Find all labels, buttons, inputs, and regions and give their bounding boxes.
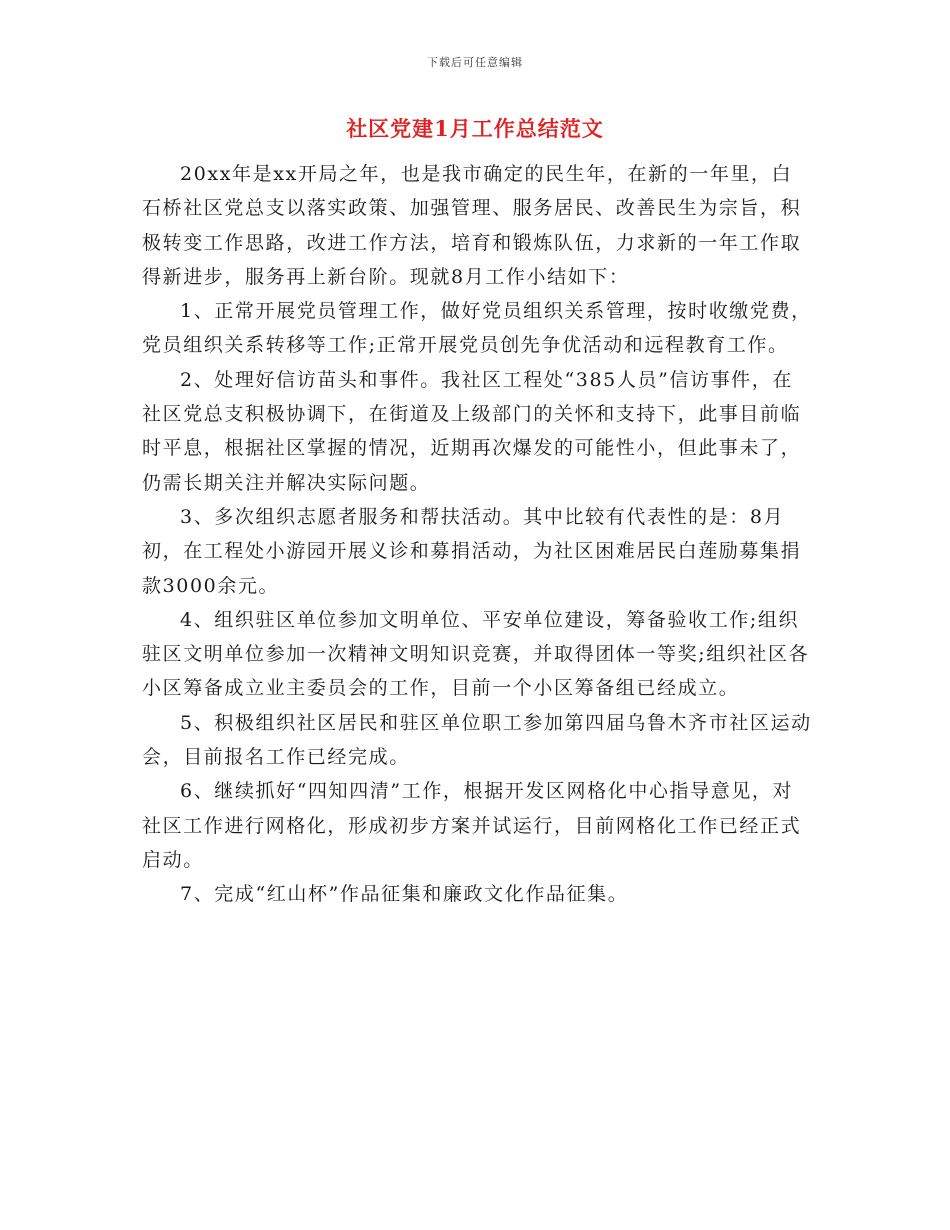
document-body xyxy=(142,157,812,912)
paragraph-item-4: 4、组织驻区单位参加文明单位、平安单位建设，筹备验收工作;组织驻区文明单位参加一次精神文明知识竞赛，并取得团体一等奖;组织社区各小区筹备成立业主委员会的工作，目前一个小区筹备组已经成立。 xyxy=(142,608,810,700)
paragraph-item-1: 1、正常开展党员管理工作，做好党员组织关系管理，按时收缴党费，党员组织关系转移等工作;正常开展党员创先争优活动和远程教育工作。 xyxy=(142,300,812,357)
paragraph-item-7: 7、完成“红山杯”作品征集和廉政文化作品征集。 xyxy=(180,883,629,906)
paragraph-item-2: 2、处理好信访苗头和事件。我社区工程处“385人员”信访事件，在社区党总支积极协调下，在街道及上级部门的关怀和支持下，此事目前临时平息，根据社区掌握的情况，近期再次爆发的可能性小，但此事未了，仍需长期关注并解决实际问题。 xyxy=(142,368,802,494)
header-note: 下载后可任意编辑 xyxy=(427,56,523,69)
paragraph-item-3: 3、多次组织志愿者服务和帮扶活动。其中比较有代表性的是：8月初，在工程处小游园开展义诊和募捐活动，为社区困难居民白莲励募集捐款3000余元。 xyxy=(142,505,802,597)
paragraph-item-6: 6、继续抓好“四知四清”工作，根据开发区网格化中心指导意见，对社区工作进行网格化，形成初步方案并试运行，目前网格化工作已经正式启动。 xyxy=(142,780,802,871)
paragraph-item-5: 5、积极组织社区居民和驻区单位职工参加第四届乌鲁木齐市社区运动会，目前报名工作已经完成。 xyxy=(142,711,812,769)
document-title: 社区党建1月工作总结范文 xyxy=(346,116,604,141)
paragraph-intro: 20xx年是xx开局之年，也是我市确定的民生年，在新的一年里，白石桥社区党总支以落实政策、加强管理、服务居民、改善民生为宗旨，积极转变工作思路，改进工作方法，培育和锻炼队伍，力求新的一年工作取得新进步，服务再上新台阶。现就8月工作小结如下： xyxy=(142,163,802,288)
